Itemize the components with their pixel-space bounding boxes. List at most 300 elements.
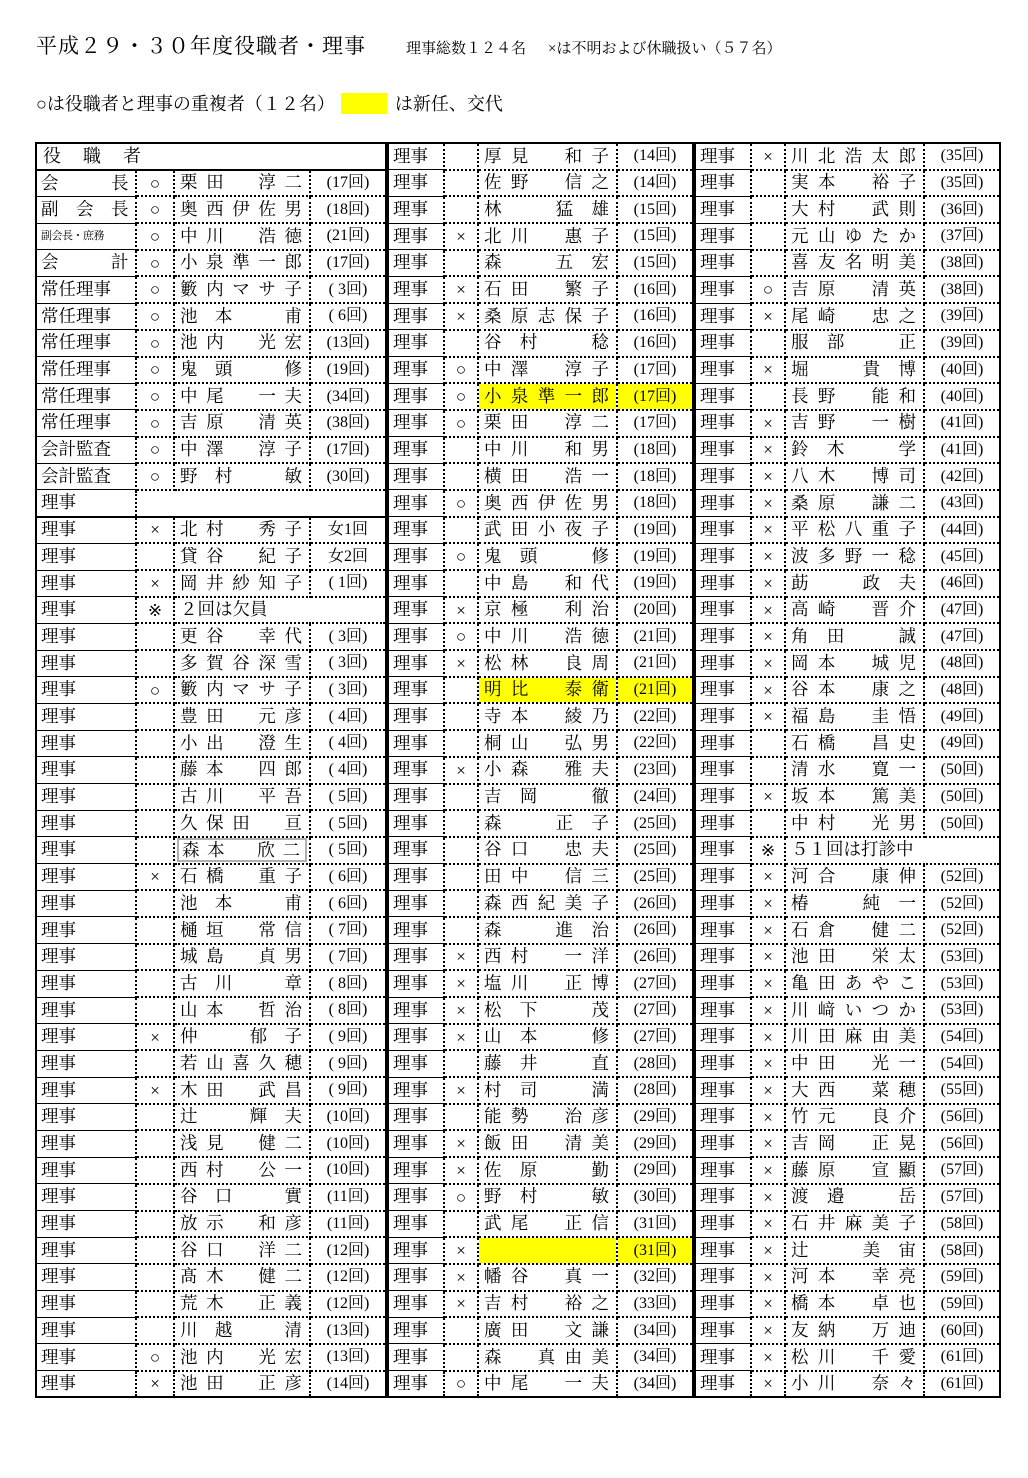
count-cell: (43回): [924, 490, 1000, 517]
role-label-cell: 理事: [36, 810, 136, 837]
role-label-cell: 理事: [388, 757, 444, 784]
count-cell: ( 8回): [310, 970, 386, 997]
count-cell: (61回): [924, 1371, 1000, 1398]
count-cell: ( 3回): [310, 677, 386, 704]
count-cell: (21回): [617, 677, 693, 704]
legend-highlight-note: は新任、交代: [394, 94, 503, 114]
name-cell: [478, 864, 617, 891]
name-cell: [785, 917, 924, 944]
name-cell: [174, 330, 310, 357]
table-row: [695, 1237, 1000, 1264]
name-cell: [174, 623, 310, 650]
mark-cell: ○: [136, 250, 174, 277]
count-cell: ( 5回): [310, 810, 386, 837]
member-name: 石田 繁子: [484, 279, 609, 300]
table-row: [388, 196, 693, 223]
table-row: [388, 1317, 693, 1344]
role-label-cell: 理事: [695, 1371, 751, 1398]
mark-cell: [751, 196, 785, 223]
name-cell: [478, 463, 617, 490]
count-cell: (40回): [924, 357, 1000, 384]
count-cell: (19回): [617, 570, 693, 597]
count-cell: (27回): [617, 997, 693, 1024]
count-cell: (17回): [617, 410, 693, 437]
member-name: 池内 光宏: [180, 1346, 302, 1367]
count-cell: (52回): [924, 864, 1000, 891]
member-name: 古川 平吾: [180, 786, 302, 807]
name-cell: [478, 1211, 617, 1238]
mark-cell: [444, 730, 478, 757]
name-cell: [478, 1130, 617, 1157]
member-name: 河本 幸亮: [791, 1266, 916, 1287]
role-label-cell: 理事: [695, 543, 751, 570]
table-row: [36, 143, 386, 170]
name-cell: [174, 1104, 310, 1131]
count-cell: (28回): [617, 1050, 693, 1077]
member-name: 森 真由美: [484, 1346, 609, 1367]
role-label-cell: 理事: [388, 597, 444, 624]
role-label-cell: 理事: [388, 383, 444, 410]
member-name: 石橋 重子: [180, 866, 302, 887]
name-cell: [478, 196, 617, 223]
count-cell: ( 6回): [310, 890, 386, 917]
role-label-cell: 常任理事: [36, 383, 136, 410]
member-name: 鬼頭 修: [484, 545, 609, 566]
table-row: [695, 703, 1000, 730]
table-row: [388, 357, 693, 384]
count-cell: (57回): [924, 1157, 1000, 1184]
member-name: 松林 良周: [484, 652, 609, 673]
table-row: [36, 1371, 386, 1398]
mark-cell: [751, 810, 785, 837]
role-label-cell: 理事: [695, 170, 751, 197]
mark-cell: ×: [751, 543, 785, 570]
name-cell: [478, 1291, 617, 1318]
role-label-cell: 理事: [36, 1344, 136, 1371]
table-row: [36, 357, 386, 384]
count-cell: 女2回: [310, 543, 386, 570]
role-label-cell: 理事: [695, 1184, 751, 1211]
mark-cell: ×: [751, 410, 785, 437]
member-name: 籔内マサ子: [180, 679, 302, 700]
mark-cell: ×: [751, 1130, 785, 1157]
mark-cell: [136, 650, 174, 677]
name-cell: [478, 997, 617, 1024]
name-cell: [174, 170, 310, 197]
member-name: 中田 光一: [791, 1052, 916, 1073]
table-row: [36, 597, 386, 624]
member-name: 中尾 一夫: [484, 1373, 609, 1394]
table-row: [695, 410, 1000, 437]
member-name: 服部 正: [791, 332, 916, 353]
count-cell: (18回): [617, 463, 693, 490]
role-label-cell: 理事: [695, 223, 751, 250]
role-label-cell: 理事: [388, 1264, 444, 1291]
mark-cell: ×: [444, 970, 478, 997]
table-row: [695, 757, 1000, 784]
table-row: [36, 1237, 386, 1264]
count-cell: (29回): [617, 1104, 693, 1131]
mark-cell: [751, 330, 785, 357]
role-label-cell: 理事: [388, 730, 444, 757]
count-cell: (27回): [617, 970, 693, 997]
mark-cell: ×: [751, 944, 785, 971]
member-name: 中村 光男: [791, 812, 916, 833]
name-cell: [478, 490, 617, 517]
role-label-cell: 理事: [695, 1344, 751, 1371]
role-label-cell: 理事: [36, 703, 136, 730]
member-name: 武尾 正信: [484, 1213, 609, 1234]
count-cell: (21回): [617, 623, 693, 650]
count-cell: (34回): [310, 383, 386, 410]
mark-cell: [751, 170, 785, 197]
table-row: [388, 757, 693, 784]
member-name: 山本 修: [484, 1026, 609, 1047]
mark-cell: ×: [751, 1104, 785, 1131]
mark-cell: ×: [751, 1024, 785, 1051]
role-label-cell: 理事: [388, 864, 444, 891]
role-label-cell: 理事: [388, 650, 444, 677]
name-cell: [785, 864, 924, 891]
mark-cell: [136, 917, 174, 944]
member-name: 渡邉 岳: [791, 1186, 916, 1207]
mark-cell: [444, 864, 478, 891]
count-cell: (42回): [924, 463, 1000, 490]
mark-cell: ×: [751, 864, 785, 891]
count-cell: (13回): [310, 1344, 386, 1371]
count-cell: ( 3回): [310, 623, 386, 650]
role-label-cell: 理事: [388, 330, 444, 357]
table-row: [388, 970, 693, 997]
mark-cell: ×: [444, 276, 478, 303]
mark-cell: ○: [136, 383, 174, 410]
member-name: 石井麻美子: [791, 1213, 916, 1234]
table-row: [388, 490, 693, 517]
name-cell: [478, 223, 617, 250]
count-cell: ( 9回): [310, 1050, 386, 1077]
member-name: 松川 千愛: [791, 1346, 916, 1367]
count-cell: (18回): [617, 437, 693, 464]
mark-cell: [136, 837, 174, 864]
table-row: [36, 250, 386, 277]
mark-cell: [136, 623, 174, 650]
role-label-cell: 理事: [388, 303, 444, 330]
name-cell: [174, 864, 310, 891]
role-label-cell: 理事: [388, 1130, 444, 1157]
table-row: [36, 917, 386, 944]
mark-cell: ○: [444, 490, 478, 517]
count-cell: (47回): [924, 597, 1000, 624]
table-row: [695, 597, 1000, 624]
count-cell: (17回): [617, 357, 693, 384]
role-label-cell: 理事: [695, 597, 751, 624]
count-cell: (28回): [617, 1077, 693, 1104]
role-label-cell: 理事: [36, 970, 136, 997]
name-cell: [478, 143, 617, 170]
count-cell: (11回): [310, 1211, 386, 1238]
member-name: 大西 菜穂: [791, 1079, 916, 1100]
name-cell: [174, 1077, 310, 1104]
mark-cell: ×: [751, 890, 785, 917]
name-cell: [478, 276, 617, 303]
member-name: 吉原 清英: [180, 412, 302, 433]
role-label-cell: 理事: [695, 1130, 751, 1157]
member-name: 浅見 健二: [180, 1133, 302, 1154]
member-name: 谷本 康之: [791, 679, 916, 700]
name-cell: [785, 1211, 924, 1238]
mark-cell: ※: [136, 597, 174, 624]
role-label-cell: 理事: [388, 1104, 444, 1131]
name-cell: [478, 1104, 617, 1131]
mark-cell: ×: [751, 1237, 785, 1264]
count-cell: (55回): [924, 1077, 1000, 1104]
name-cell: [785, 1317, 924, 1344]
mark-cell: ×: [444, 1024, 478, 1051]
role-label-cell: 理事: [695, 1157, 751, 1184]
table-row: [388, 917, 693, 944]
mark-cell: ×: [751, 970, 785, 997]
member-name: 池田 正彦: [180, 1373, 302, 1394]
mark-cell: [136, 890, 174, 917]
count-cell: ( 6回): [310, 303, 386, 330]
mark-cell: [444, 837, 478, 864]
table-row: [695, 784, 1000, 811]
count-cell: (56回): [924, 1130, 1000, 1157]
role-label-cell: 理事: [388, 170, 444, 197]
mark-cell: ○: [444, 357, 478, 384]
role-label-cell: 理事: [388, 917, 444, 944]
role-label-cell: 理事: [36, 1077, 136, 1104]
name-cell: [785, 437, 924, 464]
name-cell: [785, 1264, 924, 1291]
name-cell: [478, 543, 617, 570]
member-name: 喜友名明美: [791, 252, 916, 273]
member-name: 久保田 亘: [180, 812, 302, 833]
role-label-cell: 理事: [388, 623, 444, 650]
name-cell: [478, 303, 617, 330]
member-name: 佐野 信之: [484, 172, 609, 193]
name-cell: [478, 784, 617, 811]
table-row: [695, 143, 1000, 170]
name-cell: [478, 357, 617, 384]
table-row: [695, 944, 1000, 971]
mark-cell: [136, 1237, 174, 1264]
mark-cell: ○: [444, 623, 478, 650]
mark-cell: ×: [751, 917, 785, 944]
name-cell: [785, 997, 924, 1024]
count-cell: (35回): [924, 143, 1000, 170]
role-label-cell: 理事: [388, 703, 444, 730]
note-text: ２回は欠員: [180, 599, 268, 620]
table-row: [388, 864, 693, 891]
mark-cell: ○: [136, 330, 174, 357]
role-label-cell: 理事: [695, 250, 751, 277]
member-name: 竹元 良介: [791, 1106, 916, 1127]
member-name: 川田麻由美: [791, 1026, 916, 1047]
name-cell: [785, 1024, 924, 1051]
role-label-cell: 会計監査: [36, 463, 136, 490]
mark-cell: [136, 944, 174, 971]
count-cell: (12回): [310, 1291, 386, 1318]
table-row: [36, 437, 386, 464]
member-name: 森西紀美子: [484, 892, 609, 913]
mark-cell: [444, 703, 478, 730]
member-name: 清水 寛一: [791, 759, 916, 780]
table-row: [36, 570, 386, 597]
note-cell: [174, 597, 386, 624]
member-name: 川﨑いつか: [791, 999, 916, 1020]
member-name: 中澤 淳子: [484, 359, 609, 380]
member-name: 京極 利治: [484, 599, 609, 620]
mark-cell: [444, 570, 478, 597]
member-name: 野村 敏: [180, 465, 302, 486]
name-cell: [478, 650, 617, 677]
role-label-cell: 理事: [695, 196, 751, 223]
role-label-cell: 理事: [695, 1050, 751, 1077]
member-name: 坂本 篤美: [791, 786, 916, 807]
count-cell: ( 7回): [310, 917, 386, 944]
table-row: [388, 944, 693, 971]
count-cell: (47回): [924, 623, 1000, 650]
mark-cell: ×: [751, 1184, 785, 1211]
table-row: [388, 890, 693, 917]
mark-cell: ○: [136, 677, 174, 704]
member-name: 藤原 宣顯: [791, 1159, 916, 1180]
role-label-cell: 理事: [388, 410, 444, 437]
count-cell: (20回): [617, 597, 693, 624]
role-label-cell: 理事: [36, 570, 136, 597]
name-cell: [174, 1211, 310, 1238]
member-name: 荒木 正義: [180, 1293, 302, 1314]
name-cell: [785, 1130, 924, 1157]
member-name: 林 猛雄: [484, 198, 609, 219]
name-cell: [785, 250, 924, 277]
table-row: [695, 383, 1000, 410]
name-cell: [478, 410, 617, 437]
role-label-cell: 理事: [388, 437, 444, 464]
role-label-cell: 理事: [695, 864, 751, 891]
name-cell: [785, 330, 924, 357]
mark-cell: ○: [444, 383, 478, 410]
count-cell: ( 3回): [310, 276, 386, 303]
member-name: 池田 栄太: [791, 946, 916, 967]
count-cell: ( 7回): [310, 944, 386, 971]
count-cell: (38回): [310, 410, 386, 437]
role-label-cell: 理事: [388, 1237, 444, 1264]
table-row: [695, 1291, 1000, 1318]
count-cell: (17回): [617, 383, 693, 410]
mark-cell: [444, 890, 478, 917]
count-cell: (52回): [924, 890, 1000, 917]
table-row: [695, 917, 1000, 944]
table-row: [695, 196, 1000, 223]
table-row: [388, 410, 693, 437]
table-row: [695, 864, 1000, 891]
member-name: 幡谷 真一: [484, 1266, 609, 1287]
table-row: [388, 1264, 693, 1291]
count-cell: (14回): [617, 143, 693, 170]
mark-cell: ×: [751, 143, 785, 170]
name-cell: [174, 730, 310, 757]
count-cell: (49回): [924, 730, 1000, 757]
member-name: 中川 和男: [484, 439, 609, 460]
role-label-cell: 理事: [36, 1264, 136, 1291]
table-row: [388, 1104, 693, 1131]
table-row: [36, 837, 386, 864]
role-label-cell: 会計監査: [36, 437, 136, 464]
name-cell: [785, 303, 924, 330]
member-name: 松下 茂: [484, 999, 609, 1020]
count-cell: (36回): [924, 196, 1000, 223]
name-cell: [478, 1371, 617, 1398]
mark-cell: ×: [444, 1157, 478, 1184]
name-cell: [174, 1317, 310, 1344]
roster-table-left: [35, 142, 387, 1398]
count-cell: (37回): [924, 223, 1000, 250]
member-name: 能勢 治彦: [484, 1106, 609, 1127]
table-row: [695, 730, 1000, 757]
table-row: [388, 1344, 693, 1371]
role-label-cell: 理事: [388, 463, 444, 490]
count-cell: (29回): [617, 1130, 693, 1157]
table-row: [388, 1130, 693, 1157]
member-name: 放示 和彦: [180, 1213, 302, 1234]
table-row: [36, 1264, 386, 1291]
role-label-cell: 理事: [695, 303, 751, 330]
member-name: 古川 章: [180, 972, 302, 993]
table-row: [36, 890, 386, 917]
name-cell: [478, 383, 617, 410]
count-cell: (22回): [617, 730, 693, 757]
role-label-cell: 理事: [388, 543, 444, 570]
role-label-cell: 理事: [388, 1211, 444, 1238]
mark-cell: [444, 1050, 478, 1077]
role-label-cell: 理事: [36, 1050, 136, 1077]
table-row: [388, 517, 693, 544]
role-label-cell: 理事: [36, 490, 136, 517]
mark-cell: [136, 757, 174, 784]
count-cell: (16回): [617, 330, 693, 357]
role-label-cell: 理事: [36, 997, 136, 1024]
page-title: 平成２９・３０年度役職者・理事: [36, 34, 366, 58]
count-cell: ( 1回): [310, 570, 386, 597]
table-row: [695, 170, 1000, 197]
name-cell: [785, 463, 924, 490]
name-cell: [478, 730, 617, 757]
mark-cell: ×: [751, 1157, 785, 1184]
member-name: 池内 光宏: [180, 332, 302, 353]
table-row: [388, 250, 693, 277]
mark-cell: ○: [444, 1184, 478, 1211]
member-name: 髙木 健二: [180, 1266, 302, 1287]
table-row: [36, 383, 386, 410]
role-label-cell: 理事: [388, 837, 444, 864]
table-row: [36, 517, 386, 544]
role-label-cell: 理事: [36, 1024, 136, 1051]
table-row: [36, 784, 386, 811]
role-label-cell: 理事: [695, 330, 751, 357]
name-cell: [174, 517, 310, 544]
mark-cell: [444, 170, 478, 197]
table-row: [36, 1050, 386, 1077]
name-cell: [478, 703, 617, 730]
table-row: [36, 1291, 386, 1318]
member-name: 元山ゆたか: [791, 225, 916, 246]
table-row: [388, 170, 693, 197]
role-label-cell: 理事: [695, 677, 751, 704]
name-cell: [478, 1050, 617, 1077]
table-row: [388, 1050, 693, 1077]
